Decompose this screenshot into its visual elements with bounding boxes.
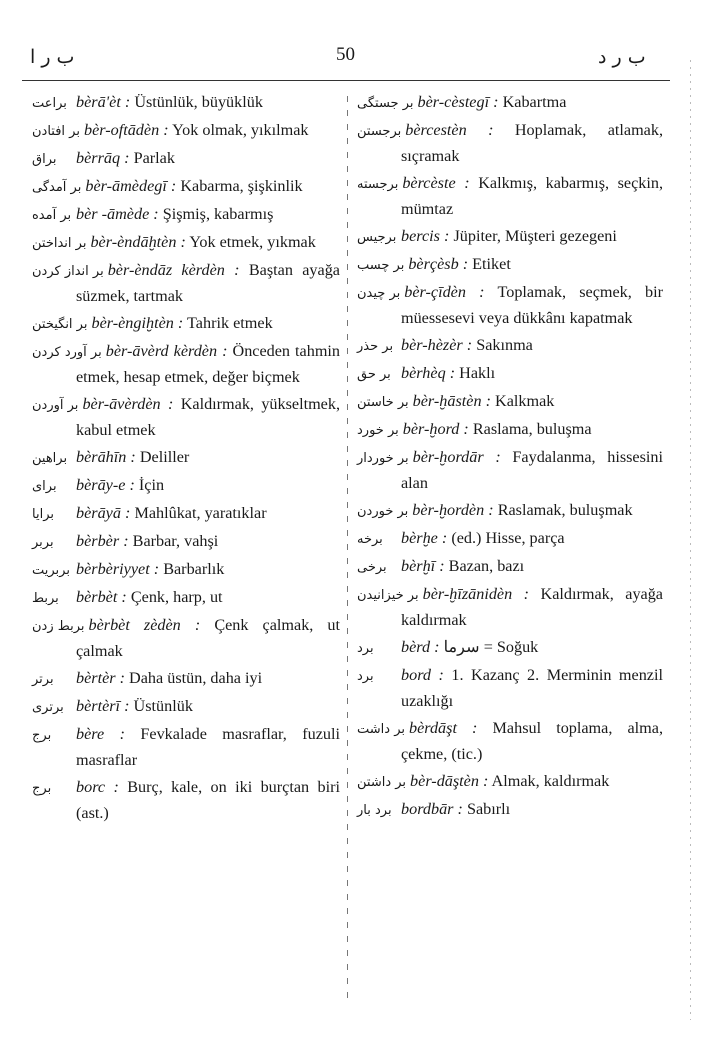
dictionary-entry: [357, 280, 663, 331]
transliterated-headword: bèr-āvèrdèn :: [82, 395, 174, 413]
dictionary-entry: [357, 582, 663, 633]
transliterated-headword: bèr-çīdèn :: [404, 283, 485, 301]
definition: Almak, kaldırmak: [488, 772, 610, 790]
arabic-script-headword: بربر: [32, 535, 54, 550]
arabic-script-headword: بر حذر: [357, 339, 394, 354]
definition: Sabırlı: [462, 800, 511, 818]
transliterated-headword: bord :: [401, 666, 444, 684]
dictionary-entry: [32, 392, 340, 443]
transliterated-headword: bèr-ḫordèn :: [412, 501, 494, 519]
transliterated-headword: bèrbèt :: [76, 588, 127, 606]
arabic-script-headword: برتری: [32, 700, 64, 715]
header-rule: [22, 80, 670, 81]
definition: Sakınma: [472, 336, 533, 354]
arabic-script-headword: برجسته: [357, 177, 399, 192]
definition: Yok etmek, yıkmak: [185, 233, 316, 251]
definition: Şişmiş, kabarmış: [158, 205, 274, 223]
definition: Mahsul toplama, alma, çekme, (tic.): [401, 719, 663, 763]
dictionary-entry: [357, 224, 663, 250]
column-divider: [347, 96, 348, 1006]
right-column: [357, 90, 663, 825]
definition: Faydalanma, hissesini alan: [401, 448, 663, 492]
header-right-guide: ب ر د: [598, 46, 646, 68]
dictionary-entry: [357, 635, 663, 661]
definition: سرما = Soğuk: [439, 638, 539, 656]
dictionary-entry: [32, 613, 340, 664]
definition: Üstünlük, büyüklük: [130, 93, 263, 111]
dictionary-entry: [32, 666, 340, 692]
transliterated-headword: bèrbèt zèdèn :: [88, 616, 201, 634]
transliterated-headword: bèrhèq :: [401, 364, 456, 382]
dictionary-entry: [357, 417, 663, 443]
dictionary-entry: [32, 722, 340, 773]
arabic-script-headword: بر چیدن: [357, 286, 401, 301]
definition: İçin: [134, 476, 165, 494]
transliterated-headword: bèrāyā :: [76, 504, 131, 522]
arabic-script-headword: بر انگیختن: [32, 317, 88, 332]
arabic-script-headword: بربط زدن: [32, 619, 85, 634]
dictionary-entry: [32, 445, 340, 471]
definition: Kalkmış, kabarmış, seçkin, mümtaz: [401, 174, 664, 218]
transliterated-headword: bèrrāq :: [76, 149, 130, 167]
dictionary-entry: [357, 171, 663, 222]
transliterated-headword: bèr-hèzèr :: [401, 336, 473, 354]
definition: Kalkmak: [491, 392, 555, 410]
transliterated-headword: bèr-āmèdegī :: [85, 177, 177, 195]
arabic-script-headword: برتر: [32, 672, 54, 687]
transliterated-headword: bèrdāşt :: [408, 719, 478, 737]
arabic-script-headword: بر خوردن: [357, 504, 409, 519]
dictionary-entry: [32, 557, 340, 583]
definition: Parlak: [129, 149, 175, 167]
transliterated-headword: bèrcèste :: [402, 174, 470, 192]
transliterated-headword: bordbār :: [401, 800, 463, 818]
arabic-script-headword: بر داشتن: [357, 775, 407, 790]
arabic-script-headword: برج: [32, 728, 52, 743]
definition: Toplamak, seçmek, bir müessesevi veya dükkânı kapatmak: [401, 283, 663, 327]
transliterated-headword: bèr-oftādèn :: [83, 121, 169, 139]
transliterated-headword: bèrbèr :: [76, 532, 129, 550]
definition: Önceden tahmin etmek, hesap etmek, değer biçmek: [76, 342, 340, 386]
dictionary-entry: [32, 694, 340, 720]
dictionary-entry: [357, 716, 663, 767]
transliterated-headword: bèr-ḫordār :: [412, 448, 501, 466]
transliterated-headword: bèr-ḫīzānidèn :: [422, 585, 530, 603]
transliterated-headword: bèr-ḫord :: [402, 420, 469, 438]
arabic-script-headword: براهین: [32, 451, 68, 466]
definition: Jüpiter, Müşteri gezegeni: [449, 227, 617, 245]
definition: Fevkalade masraflar, fuzuli masraflar: [76, 725, 340, 769]
dictionary-entry: [32, 311, 340, 337]
dictionary-entry: [32, 258, 340, 309]
dictionary-entry: [357, 797, 663, 823]
definition: 1. Kazanç 2. Merminin menzil uzaklığı: [401, 666, 663, 710]
definition: Burç, kale, on iki burçtan biri (ast.): [76, 778, 340, 822]
arabic-script-headword: بر خوردار: [357, 451, 409, 466]
arabic-script-headword: برجستن: [357, 124, 402, 139]
arabic-script-headword: بربط: [32, 591, 59, 606]
header-left-guide: ب ر ا: [30, 46, 75, 68]
arabic-script-headword: برج: [32, 781, 52, 796]
arabic-script-headword: برد: [357, 669, 374, 684]
arabic-script-headword: بر آوردن: [32, 398, 79, 413]
definition: Yok olmak, yıkılmak: [168, 121, 309, 139]
dictionary-entry: [32, 90, 340, 116]
arabic-script-headword: بر چسب: [357, 258, 405, 273]
arabic-script-headword: بر خاستن: [357, 395, 409, 410]
definition: Haklı: [455, 364, 496, 382]
dictionary-entry: [32, 202, 340, 228]
definition: Mahlûkat, yaratıklar: [130, 504, 267, 522]
transliterated-headword: bèrcestèn :: [405, 121, 494, 139]
arabic-script-headword: برای: [32, 479, 57, 494]
arabic-script-headword: بر حق: [357, 367, 391, 382]
arabic-script-headword: برایا: [32, 507, 54, 522]
transliterated-headword: bercis :: [401, 227, 450, 245]
transliterated-headword: bèr -āmède :: [76, 205, 159, 223]
transliterated-headword: bèrāhīn :: [76, 448, 136, 466]
transliterated-headword: bèrtèr :: [76, 669, 125, 687]
left-column: [32, 90, 340, 828]
arabic-script-headword: براق: [32, 152, 57, 167]
arabic-script-headword: بر داشت: [357, 722, 405, 737]
arabic-script-headword: بر جستگی: [357, 96, 414, 111]
dictionary-entry: [32, 174, 340, 200]
definition: Raslamak, buluşmak: [493, 501, 633, 519]
arabic-script-headword: بربریت: [32, 563, 70, 578]
definition: Tahrik etmek: [183, 314, 273, 332]
page-number: 50: [336, 44, 355, 65]
definition: Çenk çalmak, ut çalmak: [76, 616, 341, 660]
definition: Etiket: [468, 255, 511, 273]
dictionary-entry: [32, 146, 340, 172]
definition: Üstünlük: [129, 697, 193, 715]
dictionary-entry: [32, 529, 340, 555]
transliterated-headword: bèr-dāştèn :: [410, 772, 489, 790]
dictionary-entry: [32, 339, 340, 390]
arabic-script-headword: بر افتادن: [32, 124, 80, 139]
transliterated-headword: bèrbèriyyet :: [76, 560, 160, 578]
arabic-script-headword: برد: [357, 641, 374, 656]
transliterated-headword: bèr-cèstegī :: [417, 93, 499, 111]
transliterated-headword: bèr-èndāḫtèn :: [90, 233, 186, 251]
definition: (ed.) Hisse, parça: [447, 529, 565, 547]
dictionary-entry: [357, 526, 663, 552]
dictionary-entry: [357, 389, 663, 415]
dictionary-entry: [357, 663, 663, 714]
transliterated-headword: bèrḫī :: [401, 557, 445, 575]
page-header: [0, 0, 706, 90]
transliterated-headword: bèrtèrī :: [76, 697, 130, 715]
page-edge: [690, 60, 691, 1020]
transliterated-headword: bèrd :: [401, 638, 440, 656]
transliterated-headword: bèr-āvèrd kèrdèn :: [105, 342, 228, 360]
dictionary-entry: [357, 118, 663, 169]
definition: Daha üstün, daha iyi: [125, 669, 263, 687]
dictionary-entry: [357, 445, 663, 496]
arabic-script-headword: برجیس: [357, 230, 397, 245]
arabic-script-headword: بر آورد کردن: [32, 345, 102, 360]
arabic-script-headword: بر آمده: [32, 208, 72, 223]
definition: Raslama, buluşma: [468, 420, 592, 438]
definition: Hoplamak, atlamak, sıçramak: [401, 121, 663, 165]
transliterated-headword: bèrçèsb :: [408, 255, 469, 273]
arabic-script-headword: بر خورد: [357, 423, 399, 438]
transliterated-headword: bèr-ḫāstèn :: [412, 392, 491, 410]
definition: Baştan ayağa süzmek, tartmak: [76, 261, 340, 305]
definition: Kabartma: [498, 93, 567, 111]
definition: Barbarlık: [159, 560, 225, 578]
transliterated-headword: bèrā'èt :: [76, 93, 131, 111]
dictionary-entry: [357, 333, 663, 359]
dictionary-entry: [32, 585, 340, 611]
arabic-script-headword: برخی: [357, 560, 387, 575]
definition: Bazan, bazı: [444, 557, 525, 575]
definition: Kaldırmak, yükseltmek, kabul etmek: [76, 395, 340, 439]
dictionary-entry: [32, 230, 340, 256]
arabic-script-headword: برخه: [357, 532, 383, 547]
transliterated-headword: bère :: [76, 725, 125, 743]
arabic-script-headword: بر خیزانیدن: [357, 588, 419, 603]
transliterated-headword: borc :: [76, 778, 119, 796]
definition: Çenk, harp, ut: [126, 588, 223, 606]
dictionary-entry: [357, 90, 663, 116]
definition: Kaldırmak, ayağa kaldırmak: [401, 585, 663, 629]
dictionary-entry: [357, 252, 663, 278]
transliterated-headword: bèrāy-e :: [76, 476, 135, 494]
transliterated-headword: bèr-èngiḫtèn :: [91, 314, 184, 332]
dictionary-entry: [357, 769, 663, 795]
arabic-script-headword: بر انداختن: [32, 236, 87, 251]
dictionary-entry: [357, 361, 663, 387]
arabic-script-headword: بر انداز کردن: [32, 264, 104, 279]
arabic-script-headword: بر آمدگی: [32, 180, 82, 195]
transliterated-headword: bèr-èndāz kèrdèn :: [107, 261, 240, 279]
dictionary-entry: [32, 118, 340, 144]
transliterated-headword: bèrḫe :: [401, 529, 448, 547]
dictionary-entry: [32, 775, 340, 826]
dictionary-entry: [32, 473, 340, 499]
definition: Deliller: [135, 448, 190, 466]
definition: Barbar, vahşi: [128, 532, 219, 550]
definition: Kabarma, şişkinlik: [176, 177, 303, 195]
dictionary-entry: [357, 498, 663, 524]
dictionary-entry: [32, 501, 340, 527]
dictionary-entry: [357, 554, 663, 580]
arabic-script-headword: برد بار: [357, 803, 392, 818]
arabic-script-headword: براعت: [32, 96, 67, 111]
